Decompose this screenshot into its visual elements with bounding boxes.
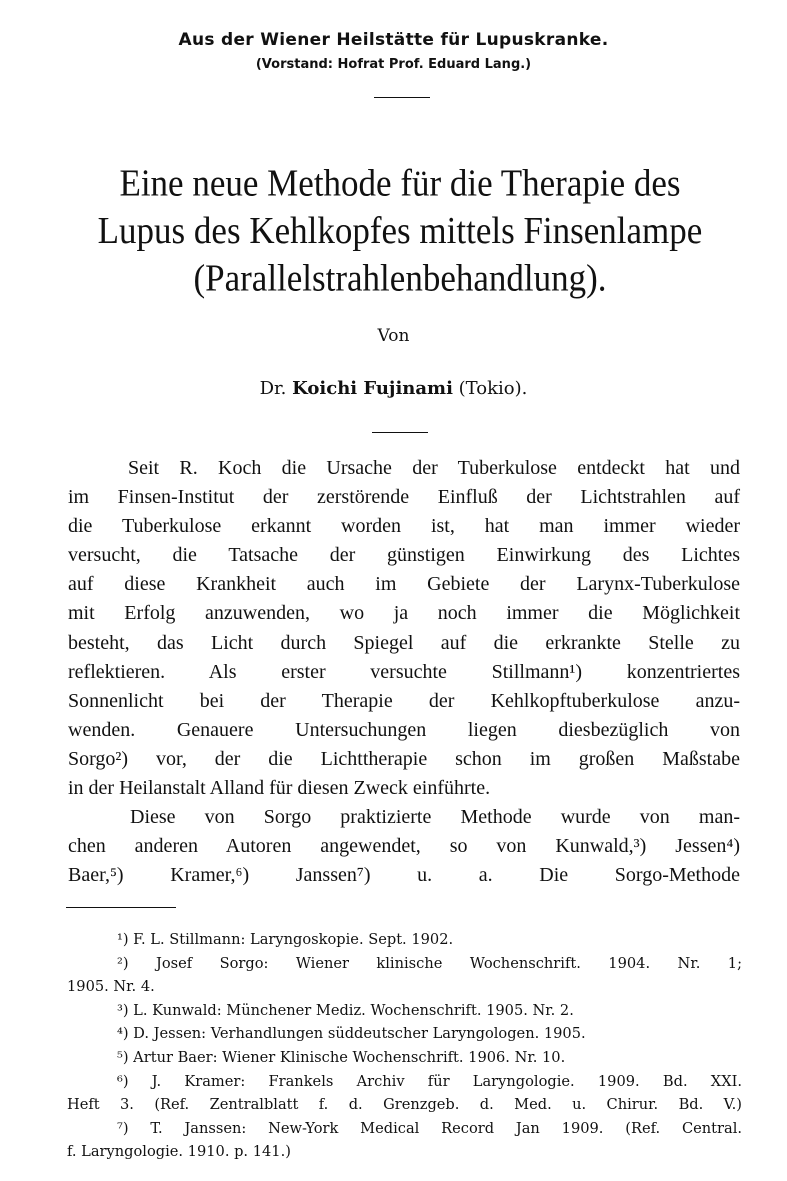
footnote-line: 1905. Nr. 4.: [67, 978, 155, 996]
body-line: mit Erfolg anzuwenden, wo ja noch immer die Möglichkeit: [68, 602, 740, 625]
footnote-line: ²) Josef Sorgo: Wiener klinische Wochenschrift. 1904. Nr. 1;: [117, 954, 742, 972]
body-line: besteht, das Licht durch Spiegel auf die erkrankte Stelle zu: [68, 631, 740, 654]
body-line: die Tuberkulose erkannt worden ist, hat man immer wieder: [68, 515, 740, 538]
footnote-line: ¹) F. L. Stillmann: Laryngoskopie. Sept. 1902.: [117, 931, 454, 948]
body-paragraphs: [68, 454, 740, 890]
footnote-line: Heft 3. (Ref. Zentralblatt f. d. Grenzgeb. d. Med. u. Chirur. Bd. V.): [67, 1096, 742, 1114]
title-line: Eine neue Methode für die Therapie des: [119, 162, 681, 205]
body-line: Sonnenlicht bei der Therapie der Kehlkopftuberkulose anzu-: [68, 689, 740, 712]
footnote-line: f. Laryngologie. 1910. p. 141.): [67, 1143, 291, 1161]
body-line: chen anderen Autoren angewendet, so von Kunwald,³) Jessen⁴): [68, 835, 740, 858]
footnote-line: ⁶) J. Kramer: Frankels Archiv für Laryngologie. 1909. Bd. XXI.: [117, 1072, 742, 1090]
body-line: auf diese Krankheit auch im Gebiete der Larynx-Tuberkulose: [68, 573, 740, 596]
title-line: Lupus des Kehlkopfes mittels Finsenlampe: [97, 209, 703, 252]
byline-von: Von: [377, 326, 410, 346]
author-place: (Tokio).: [458, 378, 528, 399]
footnote-line: ³) L. Kunwald: Münchener Mediz. Wochenschrift. 1905. Nr. 2.: [117, 1001, 574, 1019]
body-line: Seit R. Koch die Ursache der Tuberkulose entdeckt hat und: [128, 457, 740, 479]
footnotes: [67, 928, 742, 1164]
body-line: wenden. Genauere Untersuchungen liegen diesbezüglich von: [68, 718, 740, 741]
title-line: (Parallelstrahlenbehandlung).: [193, 257, 607, 300]
title-divider: [372, 432, 428, 433]
footnote-line: ⁴) D. Jessen: Verhandlungen süddeutscher Laryngologen. 1905.: [117, 1025, 586, 1043]
author-prefix: Dr.: [259, 378, 287, 399]
header-divider: [374, 97, 430, 98]
institution-header: Aus der Wiener Heilstätte für Lupuskranke.: [178, 30, 609, 50]
author-line: [0, 378, 787, 399]
body-line: Sorgo²) vor, der die Lichttherapie schon im großen Maßstabe: [68, 747, 740, 770]
body-line: versucht, die Tatsache der günstigen Einwirkung des Lichtes: [68, 544, 740, 567]
footnote-line: ⁵) Artur Baer: Wiener Klinische Wochenschrift. 1906. Nr. 10.: [117, 1048, 566, 1066]
body-line: im Finsen-Institut der zerstörende Einfluß der Lichtstrahlen auf: [68, 486, 740, 509]
body-line: reflektieren. Als erster versuchte Stillmann¹) konzentriertes: [68, 660, 740, 683]
footnote-divider: [66, 907, 176, 908]
body-line: Diese von Sorgo praktizierte Methode wurde von man-: [130, 806, 740, 829]
author-name: Koichi Fujinami: [292, 378, 453, 399]
body-line: in der Heilanstalt Alland für diesen Zweck einführte.: [68, 777, 491, 800]
body-line: Baer,⁵) Kramer,⁶) Janssen⁷) u. a. Die Sorgo-Methode: [68, 864, 740, 887]
director-line: (Vorstand: Hofrat Prof. Eduard Lang.): [255, 57, 532, 72]
paper-title: [40, 160, 760, 303]
footnote-line: ⁷) T. Janssen: New-York Medical Record Jan 1909. (Ref. Central.: [117, 1119, 742, 1137]
